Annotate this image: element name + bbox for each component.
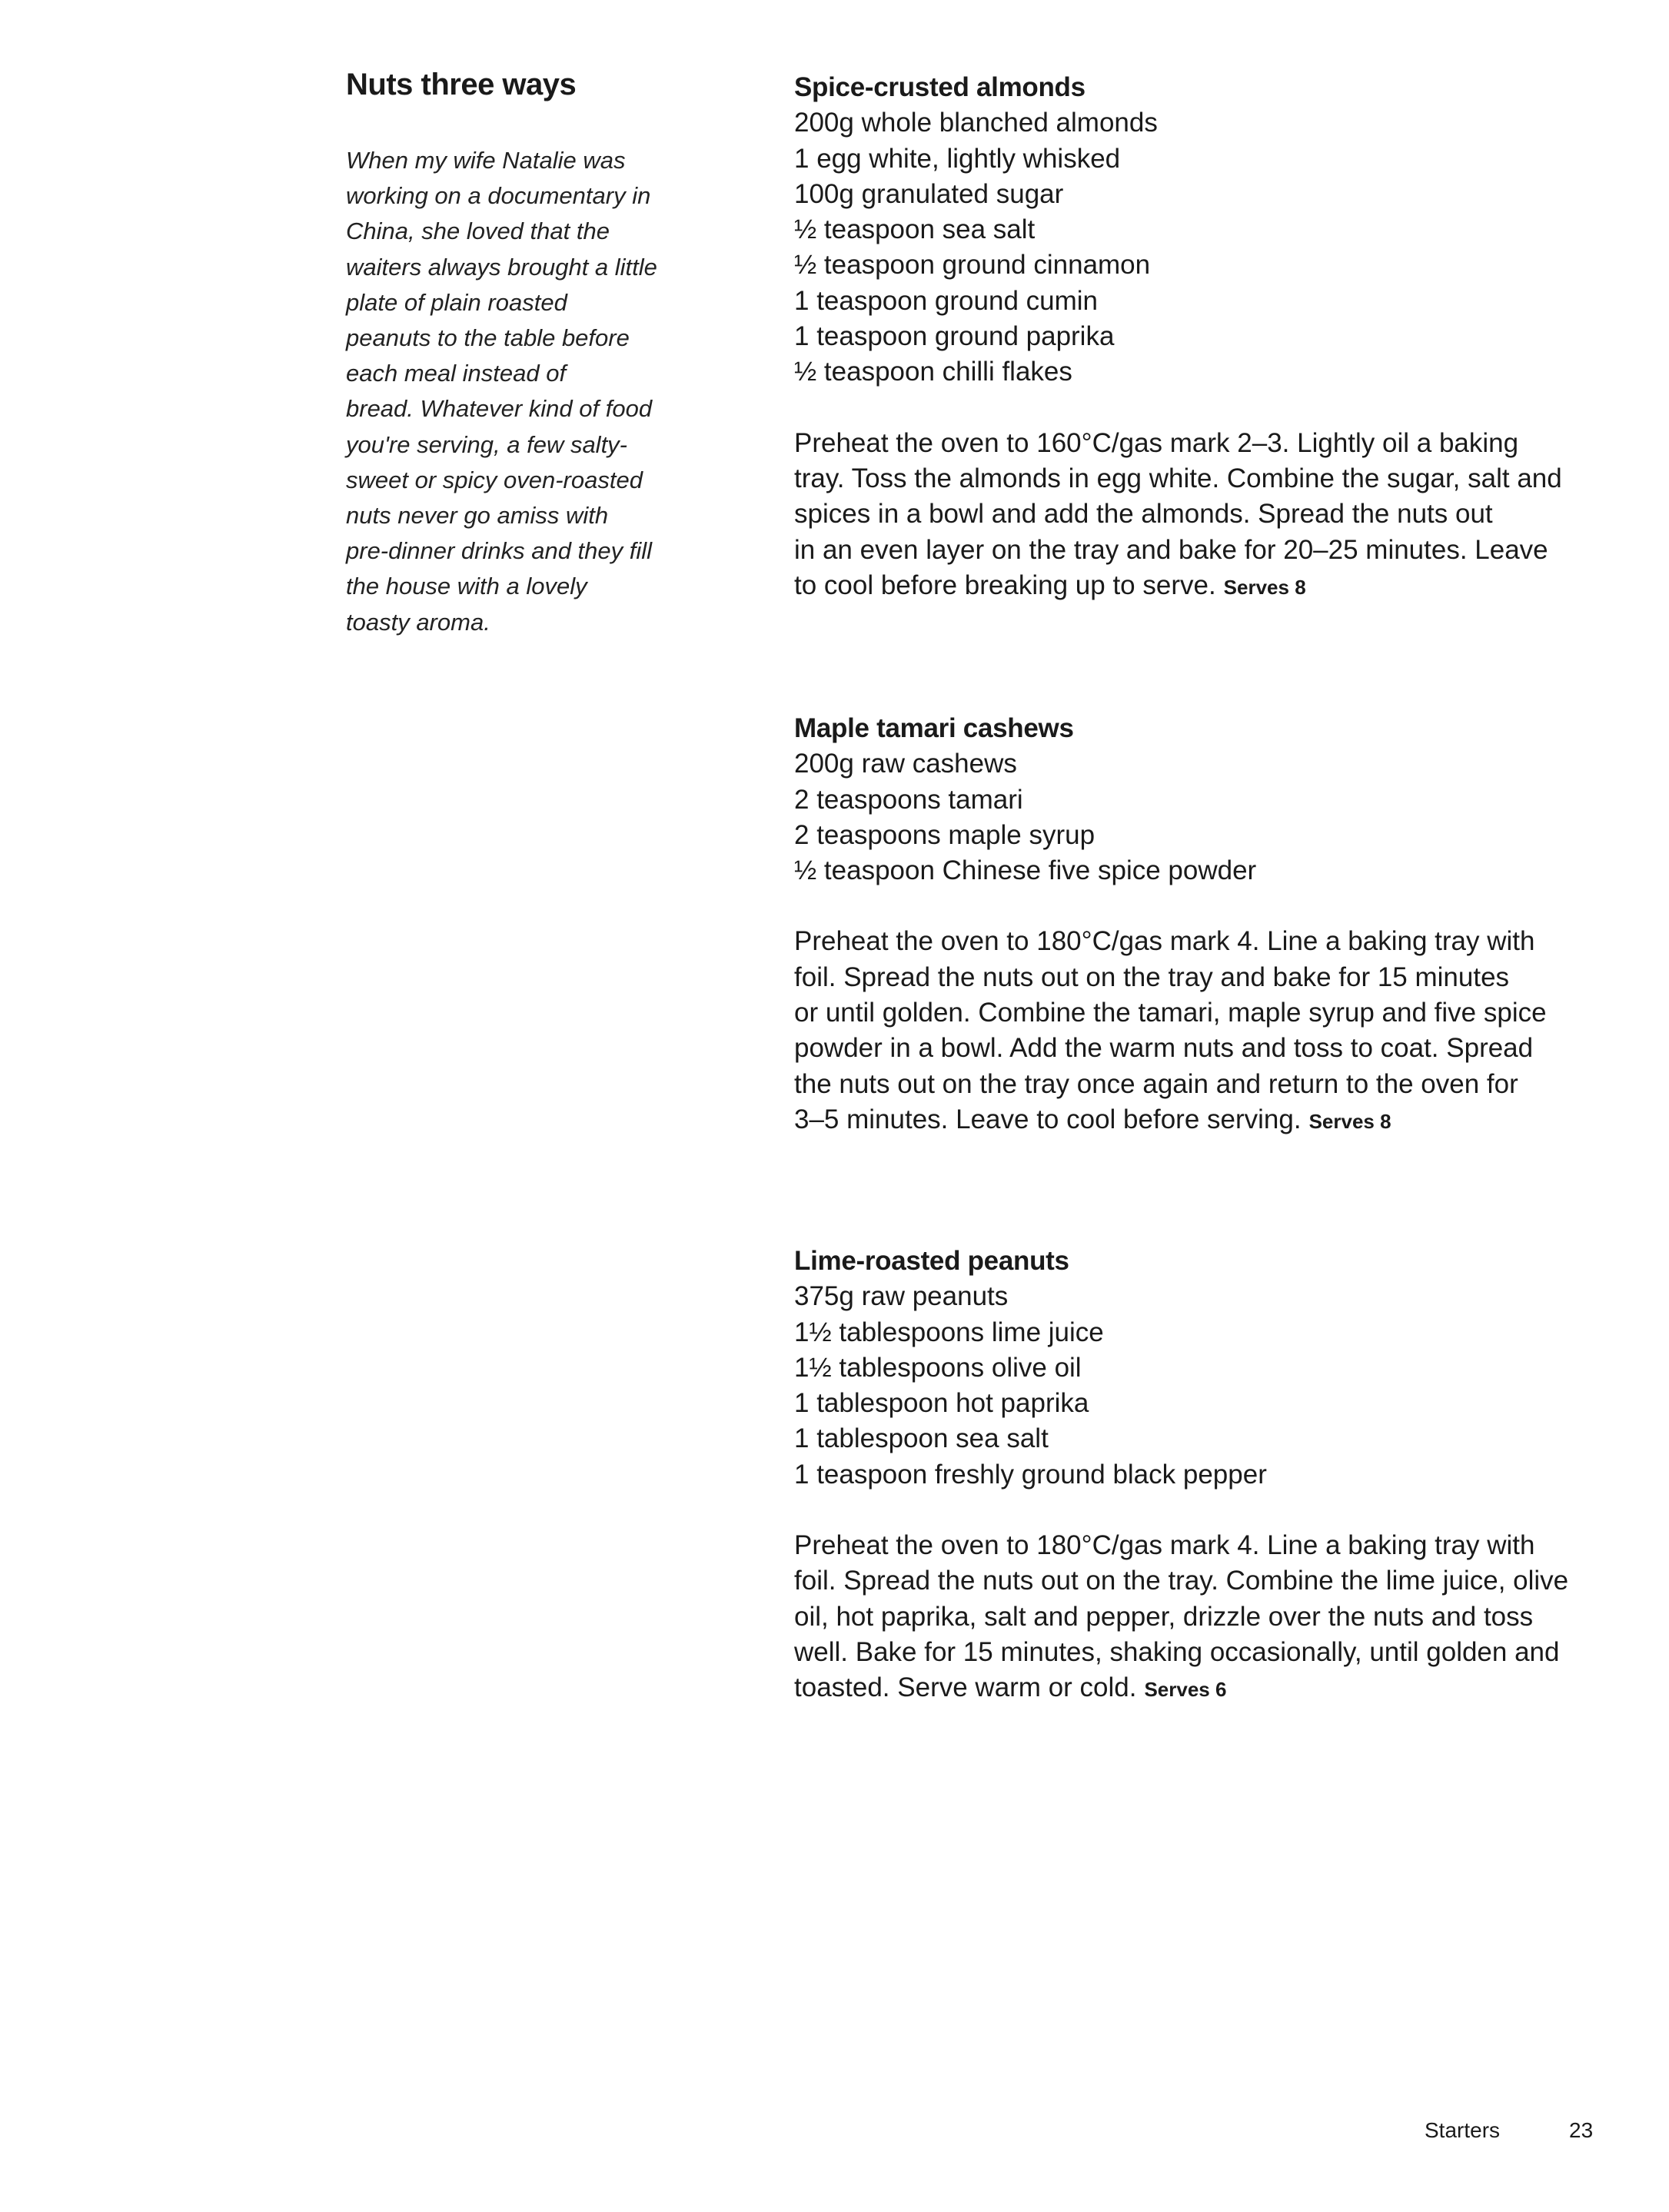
page-number: 23 bbox=[1569, 2118, 1594, 2142]
method-line-text: Preheat the oven to 180°C/gas mark 4. Line a baking tray with bbox=[794, 1530, 1535, 1561]
method-line-text: Preheat the oven to 160°C/gas mark 2–3. Lightly oil a baking bbox=[794, 427, 1519, 458]
ingredient-list bbox=[794, 746, 1640, 888]
intro-line: nuts never go amiss with bbox=[346, 502, 609, 530]
method-text bbox=[794, 1528, 1640, 1707]
method-line-text: foil. Spread the nuts out on the tray. Combine the lime juice, olive bbox=[794, 1566, 1569, 1596]
method-line bbox=[794, 1102, 1640, 1139]
method-line-text: the nuts out on the tray once again and return to the oven for bbox=[794, 1068, 1518, 1099]
intro-line: sweet or spicy oven-roasted bbox=[346, 466, 643, 493]
ingredient-item: 2 teaspoons tamari bbox=[794, 784, 1023, 815]
method-line bbox=[794, 461, 1640, 497]
ingredient-item: 1½ tablespoons lime juice bbox=[794, 1317, 1104, 1347]
ingredient-item: 100g granulated sugar bbox=[794, 178, 1064, 209]
intro-line: China, she loved that the bbox=[346, 218, 610, 245]
intro-line: the house with a lovely bbox=[346, 573, 587, 600]
ingredient-item: 1 teaspoon ground paprika bbox=[794, 321, 1115, 352]
method-text bbox=[794, 924, 1640, 1139]
method-line bbox=[794, 1599, 1640, 1635]
method-line bbox=[794, 426, 1640, 461]
recipe-title: Maple tamari cashews bbox=[794, 713, 1074, 743]
ingredient-item: ½ teaspoon Chinese five spice powder bbox=[794, 855, 1257, 886]
method-line-text: foil. Spread the nuts out on the tray and bake for 15 minutes bbox=[794, 962, 1510, 992]
method-line-text: to cool before breaking up to serve. bbox=[794, 570, 1216, 600]
method-line-text: in an even layer on the tray and bake for 20–25 minutes. Leave bbox=[794, 534, 1548, 565]
ingredient-item: 1 teaspoon ground cumin bbox=[794, 285, 1098, 316]
method-line bbox=[794, 1067, 1640, 1102]
method-line-text: well. Bake for 15 minutes, shaking occasionally, until golden and bbox=[794, 1636, 1560, 1667]
method-line bbox=[794, 1670, 1640, 1707]
method-line-text: oil, hot paprika, salt and pepper, drizzle over the nuts and toss bbox=[794, 1601, 1534, 1632]
ingredient-item: 200g raw cashews bbox=[794, 749, 1017, 779]
intro-line: pre-dinner drinks and they fill bbox=[346, 537, 653, 565]
ingredient-item: 1 teaspoon freshly ground black pepper bbox=[794, 1459, 1267, 1490]
ingredient-item: ½ teaspoon sea salt bbox=[794, 214, 1036, 245]
intro-line: working on a documentary in bbox=[346, 182, 651, 210]
method-line-text: or until golden. Combine the tamari, maple syrup and five spice bbox=[794, 998, 1547, 1028]
ingredient-item: ½ teaspoon ground cinnamon bbox=[794, 250, 1151, 281]
intro-line: plate of plain roasted bbox=[346, 288, 567, 316]
serves-label: Serves 8 bbox=[1223, 575, 1306, 599]
ingredient-list bbox=[794, 1279, 1640, 1493]
ingredient-item: 1 tablespoon hot paprika bbox=[794, 1388, 1089, 1419]
ingredient-item: 200g whole blanched almonds bbox=[794, 108, 1158, 138]
method-line-text: spices in a bowl and add the almonds. Spread the nuts out bbox=[794, 499, 1493, 530]
serves-label: Serves 8 bbox=[1308, 1109, 1391, 1133]
method-line bbox=[794, 995, 1640, 1031]
ingredient-item: 2 teaspoons maple syrup bbox=[794, 819, 1095, 850]
intro-line: you're serving, a few salty- bbox=[346, 430, 628, 458]
intro-text bbox=[346, 143, 700, 640]
method-line bbox=[794, 960, 1640, 995]
ingredient-item: ½ teaspoon chilli flakes bbox=[794, 357, 1072, 387]
intro-line: When my wife Natalie was bbox=[346, 147, 626, 174]
method-line-text: 3–5 minutes. Leave to cool before serving. bbox=[794, 1104, 1302, 1134]
method-line-text: powder in a bowl. Add the warm nuts and toss to coat. Spread bbox=[794, 1033, 1534, 1064]
serves-label: Serves 6 bbox=[1144, 1678, 1227, 1702]
method-line bbox=[794, 1635, 1640, 1670]
method-line bbox=[794, 1031, 1640, 1066]
method-line bbox=[794, 1528, 1640, 1563]
ingredient-item: 1 egg white, lightly whisked bbox=[794, 143, 1121, 174]
recipe-title: Spice-crusted almonds bbox=[794, 72, 1086, 102]
intro-line: bread. Whatever kind of food bbox=[346, 395, 653, 423]
method-line bbox=[794, 497, 1640, 532]
recipe-lime-roasted-peanuts bbox=[794, 1244, 1640, 1708]
recipe-spice-crusted-almonds bbox=[794, 70, 1640, 605]
method-line bbox=[794, 1563, 1640, 1599]
footer-section-name: Starters bbox=[1425, 2118, 1501, 2142]
recipe-title: Lime-roasted peanuts bbox=[794, 1246, 1069, 1276]
ingredient-item: 375g raw peanuts bbox=[794, 1281, 1009, 1312]
intro-line: each meal instead of bbox=[346, 360, 567, 387]
intro-line: peanuts to the table before bbox=[346, 324, 630, 352]
method-line-text: toasted. Serve warm or cold. bbox=[794, 1672, 1137, 1703]
method-line bbox=[794, 924, 1640, 959]
method-line-text: Preheat the oven to 180°C/gas mark 4. Line a baking tray with bbox=[794, 926, 1535, 957]
method-line bbox=[794, 568, 1640, 605]
ingredient-item: 1½ tablespoons olive oil bbox=[794, 1352, 1082, 1383]
page-title: Nuts three ways bbox=[346, 68, 577, 101]
intro-line: waiters always brought a little bbox=[346, 253, 657, 281]
method-line-text: tray. Toss the almonds in egg white. Combine the sugar, salt and bbox=[794, 463, 1562, 493]
ingredient-item: 1 tablespoon sea salt bbox=[794, 1423, 1049, 1454]
method-line bbox=[794, 533, 1640, 568]
ingredient-list bbox=[794, 105, 1640, 390]
method-text bbox=[794, 426, 1640, 605]
recipe-maple-tamari-cashews bbox=[794, 711, 1640, 1139]
intro-line: toasty aroma. bbox=[346, 608, 490, 636]
